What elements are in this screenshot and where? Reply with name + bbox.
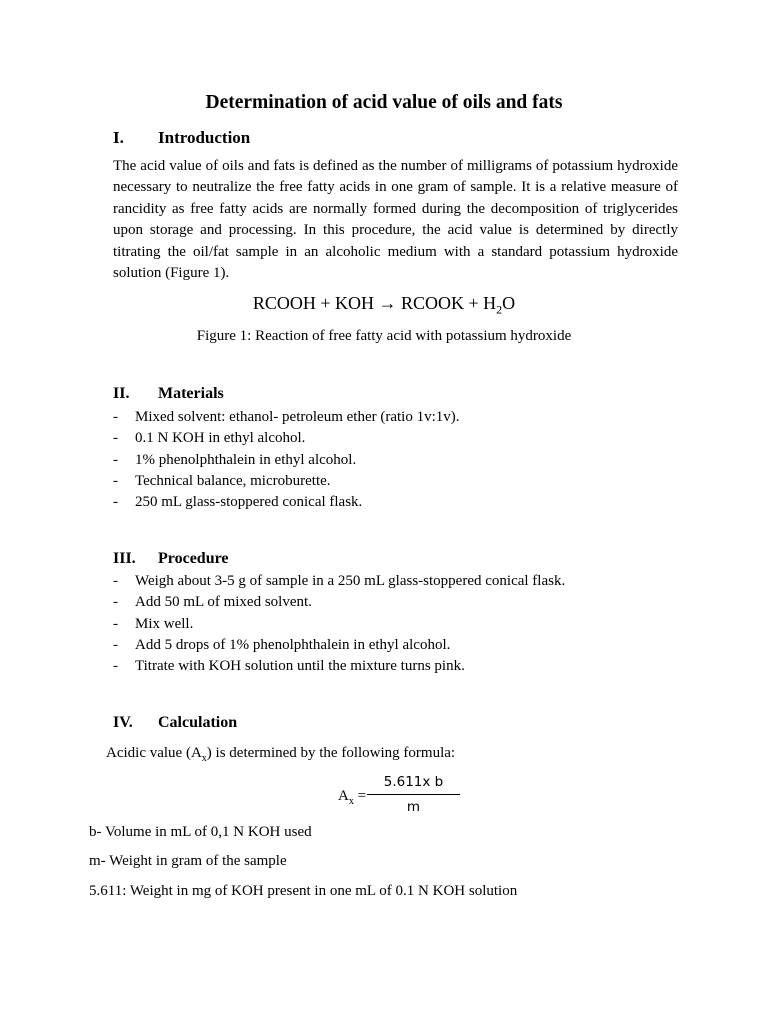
- section-title: Calculation: [158, 714, 238, 731]
- list-item: [113, 656, 565, 677]
- materials-list: [113, 407, 460, 513]
- bullet-dash: -: [113, 494, 118, 511]
- bullet-dash: -: [113, 430, 118, 447]
- equation-products: RCOOK + H: [401, 293, 497, 313]
- formula-intro: [106, 745, 455, 764]
- formula-denominator: m: [406, 799, 421, 815]
- formula-lhs-symbol: A: [338, 788, 349, 804]
- bullet-dash: -: [113, 636, 118, 653]
- document-title: Determination of acid value of oils and fats: [205, 92, 563, 113]
- formula-lhs-equals: =: [353, 788, 367, 804]
- formula-intro-subscript: x: [201, 753, 207, 764]
- bullet-dash: -: [113, 472, 118, 489]
- list-item-text: Technical balance, microburette.: [135, 472, 331, 489]
- bullet-dash: -: [113, 658, 118, 675]
- list-item: [113, 450, 460, 471]
- formula-lhs-subscript: x: [348, 796, 354, 807]
- definition-b: b- Volume in mL of 0,1 N KOH used: [89, 824, 312, 840]
- list-item-text: Add 50 mL of mixed solvent.: [135, 594, 312, 611]
- list-item: [113, 571, 565, 592]
- section-number: I.: [113, 128, 124, 147]
- list-item: [113, 471, 460, 492]
- list-item: [113, 492, 460, 513]
- equation-reactants: RCOOH + KOH: [252, 293, 374, 313]
- section-heading-calculation: [113, 714, 237, 732]
- section-heading-materials: [113, 385, 224, 403]
- list-item-text: Add 5 drops of 1% phenolphthalein in ethyl alcohol.: [135, 636, 451, 653]
- procedure-list: [113, 571, 565, 677]
- section-number: II.: [113, 385, 130, 402]
- formula-lhs: [338, 788, 366, 807]
- list-item-text: Mixed solvent: ethanol- petroleum ether (ratio 1v:1v).: [135, 409, 460, 425]
- bullet-dash: -: [113, 594, 118, 611]
- formula-numerator: 5.611x b: [383, 774, 444, 790]
- list-item: [113, 407, 460, 428]
- bullet-dash: -: [113, 409, 118, 425]
- definition-m: m- Weight in gram of the sample: [89, 853, 287, 869]
- reaction-arrow: →: [378, 293, 397, 313]
- list-item-text: 250 mL glass-stoppered conical flask.: [135, 494, 363, 511]
- section-heading-procedure: [113, 550, 229, 568]
- list-item-text: Titrate with KOH solution until the mixture turns pink.: [135, 658, 465, 675]
- bullet-dash: -: [113, 573, 118, 589]
- section-number: IV.: [113, 714, 133, 731]
- reaction-equation: [0, 293, 768, 318]
- section-title: Introduction: [158, 128, 251, 147]
- formula-fraction: [367, 772, 460, 817]
- section-title: Procedure: [158, 550, 229, 567]
- list-item: [113, 635, 565, 656]
- bullet-dash: -: [113, 615, 118, 632]
- section-heading-introduction: [113, 128, 250, 148]
- formula-intro-text: Acidic value (A: [106, 745, 202, 761]
- figure-caption: Figure 1: Reaction of free fatty acid with potassium hydroxide: [196, 328, 572, 344]
- list-item-text: Weigh about 3-5 g of sample in a 250 mL glass-stoppered conical flask.: [135, 573, 566, 589]
- section-title: Materials: [158, 385, 224, 402]
- introduction-paragraph: The acid value of oils and fats is defined as the number of milligrams of potassium hydroxide necessary to neutralize the free fatty acids in one gram of sample. It is a relative measure of rancidity as free fatty acids are normally formed during the decomposition of triglycerides upon storage and processing. In this procedure, the acid value is determined by directly titrating the oil/fat sample in an alcoholic medium with a standard potassium hydroxide solution (Figure 1).: [113, 158, 678, 282]
- list-item: [113, 614, 565, 635]
- list-item: [113, 428, 460, 449]
- formula-intro-text-end: ) is determined by the following formula:: [206, 745, 456, 761]
- section-number: III.: [113, 550, 136, 567]
- list-item-text: 1% phenolphthalein in ethyl alcohol.: [135, 451, 357, 468]
- bullet-dash: -: [113, 451, 118, 468]
- list-item-text: Mix well.: [135, 615, 194, 632]
- equation-subscript: 2: [496, 302, 503, 317]
- list-item-text: 0.1 N KOH in ethyl alcohol.: [135, 430, 306, 447]
- definition-constant: 5.611: Weight in mg of KOH present in one mL of 0.1 N KOH solution: [89, 883, 518, 899]
- fraction-bar: [367, 794, 460, 795]
- equation-products-end: O: [502, 293, 516, 313]
- list-item: [113, 592, 565, 613]
